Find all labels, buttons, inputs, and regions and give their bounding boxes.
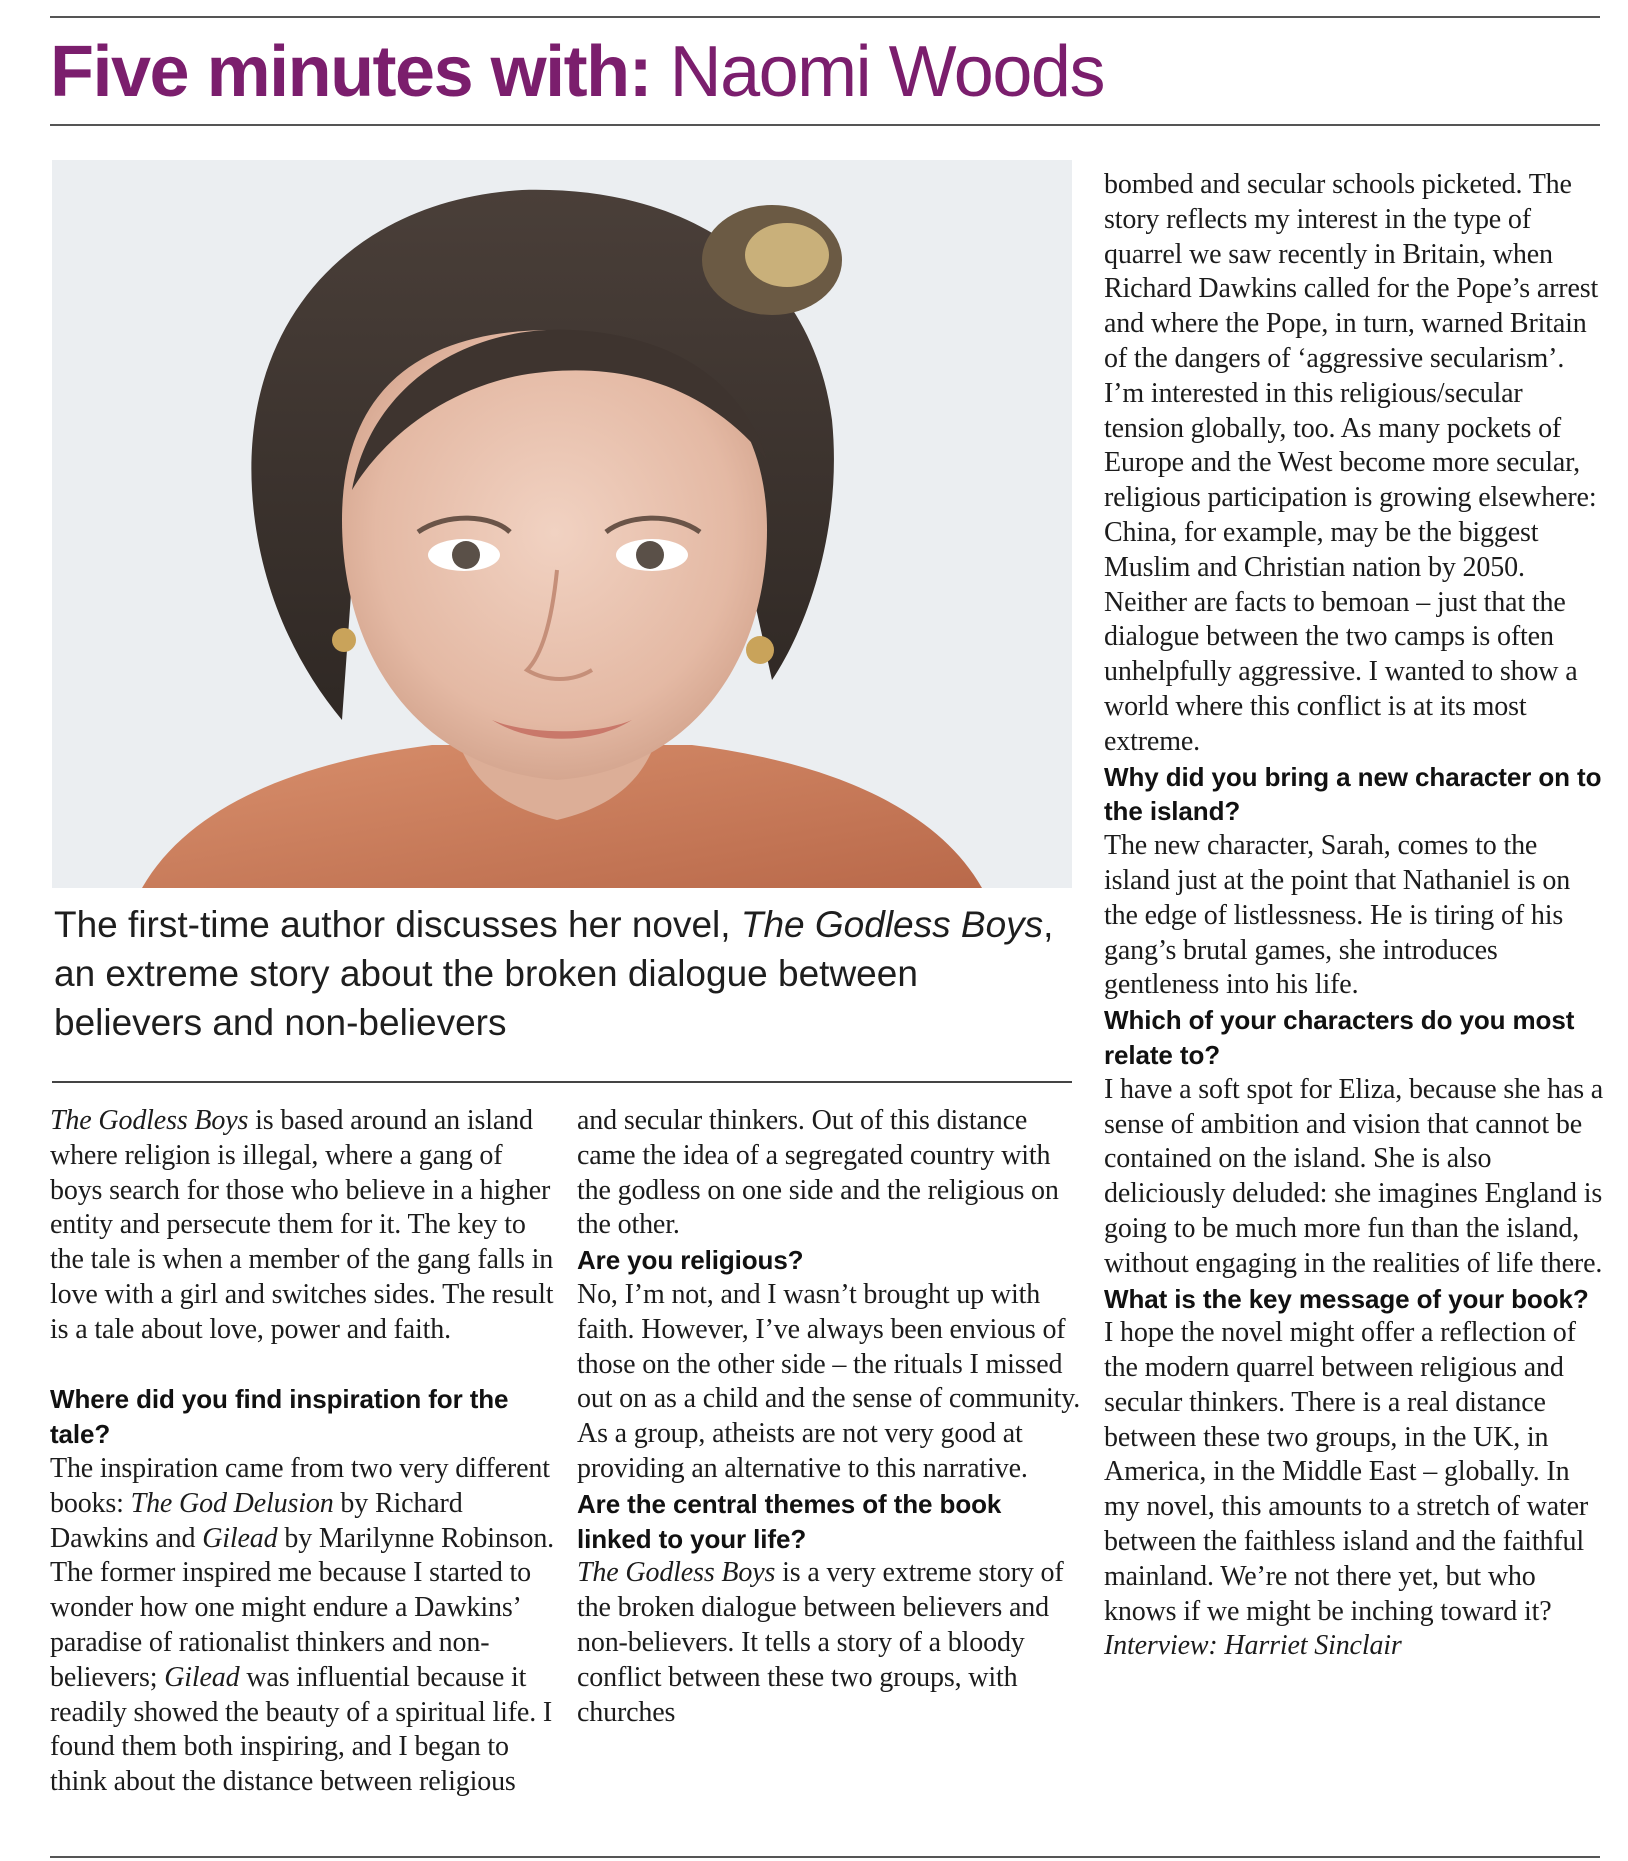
intro-paragraph: The Godless Boys is based around an island where religion is illegal, where a gang of boys search for those who believe in a higher entity and persecute them for it. The key to the tale is when a member of the gang falls in love with a girl and switches sides. The result is a tale about love, power and faith. xyxy=(50,1105,554,1345)
intro-book-title: The Godless Boys xyxy=(50,1105,249,1136)
answer-inspiration: The inspiration came from two very different books: The God Delusion by Richard Dawkins and Gilead by Marilynne Robinson. The former inspired me because I started to wonder how one might endure a Dawkins’ paradise of rationalist thinkers and non-believers; Gilead was influential because it readily showed the beauty of a spiritual life. I found them both inspiring, and I began to think about the distance between religious and secular thinkers. Out of this distance came the idea of a segregated country with the godless on one side and the religious on the other. xyxy=(50,1105,1059,1798)
question-relate-characters: Which of your characters do you most relate to? xyxy=(1104,1005,1575,1070)
title-rule xyxy=(50,124,1600,126)
question-inspiration: Where did you find inspiration for the tale? xyxy=(50,1384,509,1450)
answer-relate-characters: I have a soft spot for Eliza, because she has a sense of ambition and vision that cannot be contained on the island. She is also deliciously deluded: she imagines England is going to be much more fun than the island, without engaging in the realities of life there. xyxy=(1104,1073,1604,1279)
question-key-message: What is the key message of your book? xyxy=(1104,1283,1589,1314)
question-religious: Are you religious? xyxy=(577,1245,804,1276)
top-rule xyxy=(50,16,1600,18)
bottom-rule xyxy=(50,1856,1600,1858)
standfirst-caption: The first-time author discusses her novel, The Godless Boys, an extreme story about the broken dialogue between believers and non-believers xyxy=(54,904,1054,1043)
question-new-character: Why did you bring a new character on to the island? xyxy=(1104,761,1602,827)
headline-name: Naomi Woods xyxy=(669,32,1104,112)
answer-central-themes-part-1: The Godless Boys is a very extreme story of the broken dialogue between believers and non-believers. It tells a story of a bloody conflict between these two groups, with churches xyxy=(577,1557,1064,1728)
interview-credit: Interview: Harriet Sinclair xyxy=(1104,1630,1402,1662)
article-columns-1-2 xyxy=(50,1104,1082,1820)
author-photo xyxy=(52,160,1072,888)
headline xyxy=(50,20,1104,124)
question-central-themes: Are the central themes of the book linked to your life? xyxy=(577,1488,1002,1554)
answer-new-character: The new character, Sarah, comes to the island just at the point that Nathaniel is on the edge of listlessness. He is tiring of his gang’s brutal games, she introduces gentleness into his life. xyxy=(1104,830,1571,1001)
answer-key-message: I hope the novel might offer a reflection of the modern quarrel between religious and secular thinkers. There is a real distance between these two groups, in the UK, in America, in the Middle East – globally. In my novel, this amounts to a stretch of water between the faithless island and the faithful mainland. We’re not there yet, but who knows if we might be inching toward it? Interview: Harriet Sinclair xyxy=(1104,1317,1589,1662)
answer-central-themes-part-2: bombed and secular schools picketed. The story reflects my interest in the type of quarrel we saw recently in Britain, when Richard Dawkins called for the Pope’s arrest and where the Pope, in turn, warned Britain of the dangers of ‘aggressive secularism’. I’m interested in this religious/secular tension globally, too. As many pockets of Europe and the West become more secular, religious participation is growing elsewhere: China, for example, may be the biggest Muslim and Christian nation by 2050. Neither are facts to bemoan – just that the dialogue between the two camps is often unhelpfully aggressive. I wanted to show a world where this conflict is at its most extreme. xyxy=(1104,169,1599,757)
caption-book-title: The Godless Boys xyxy=(740,904,1044,945)
answer-religious: No, I’m not, and I wasn’t brought up with faith. However, I’ve always been envious of those on the other side – the rituals I missed out on as a child and the sense of community. As a group, atheists are not very good at providing an alternative to this narrative. xyxy=(577,1278,1081,1484)
article-column-3 xyxy=(1104,168,1606,1833)
caption-rule xyxy=(52,1081,1072,1083)
headline-kicker: Five minutes with: xyxy=(50,32,652,112)
